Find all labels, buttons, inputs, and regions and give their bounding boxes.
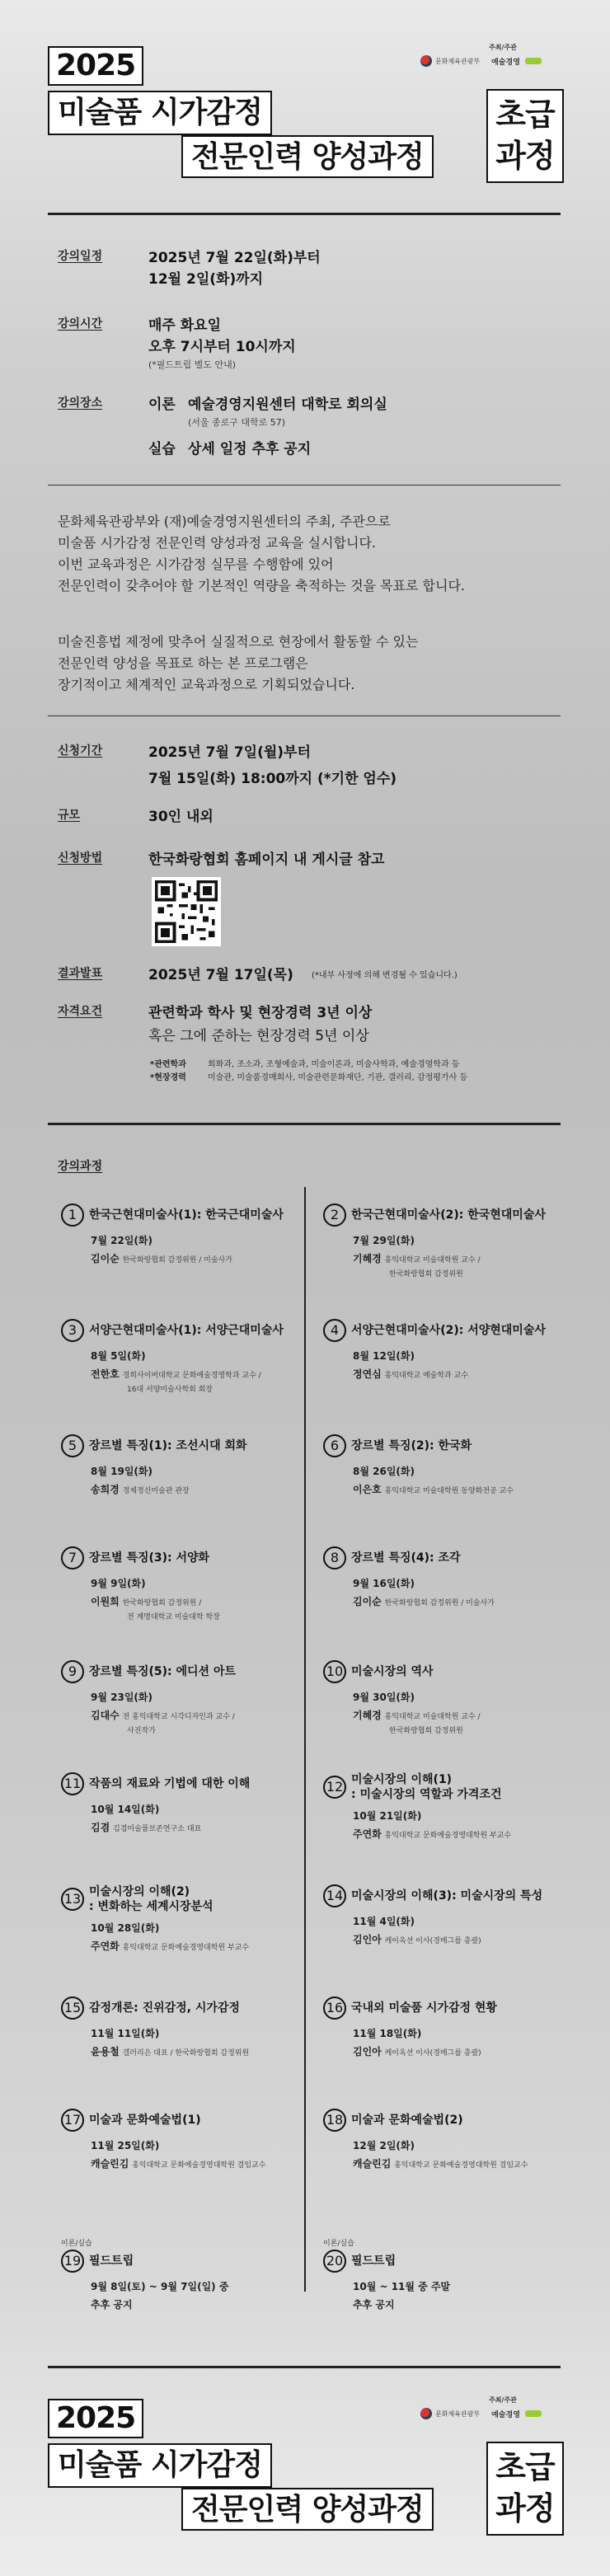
kams-logo-icon (525, 58, 542, 64)
divider (48, 213, 561, 215)
course-title: 국내외 미술품 시가감정 현황 (351, 2001, 497, 2015)
course-date: 11월 4일(화) (353, 1916, 415, 1927)
place-practice: 상세 일정 추후 공지 (188, 441, 312, 457)
level-line1: 초급 (495, 96, 555, 133)
course-head (323, 1546, 570, 1570)
instructor-name: 김인아 (353, 1934, 382, 1945)
instructor-affiliation: 홍익대학교 미술대학원 동양화전공 교수 (384, 1487, 514, 1495)
course-instructor (353, 2297, 570, 2311)
course-head (61, 1319, 308, 1342)
instructor-affiliation: 경희사이버대학교 문화예술경영학과 교수 / (122, 1372, 261, 1380)
course-item (323, 1884, 570, 1946)
period-2: 12월 2일(화)까지 (148, 271, 264, 288)
instructor-name: 전한호 (91, 1368, 120, 1380)
instructor-name: 김인아 (353, 2046, 382, 2058)
method-label: 신청방법 (58, 852, 103, 865)
course-item (61, 1319, 308, 1394)
course-number: 3 (61, 1319, 84, 1342)
course-head (323, 1884, 570, 1907)
course-title: 미술시장의 이해(3): 미술시장의 특성 (351, 1889, 543, 1903)
course-item (61, 2109, 308, 2170)
course-date: 10월 28일(화) (91, 1922, 160, 1934)
instructor-name: 주연화 (91, 1940, 120, 1952)
time-3: (*필드트립 별도 안내) (148, 359, 237, 370)
course-item (323, 1434, 570, 1496)
level-box (486, 2442, 564, 2536)
qual-2: 혹은 그에 준하는 현장경력 5년 이상 (148, 1028, 369, 1044)
course-number: 12 (323, 1776, 346, 1799)
course-number: 1 (61, 1204, 84, 1227)
course-item (61, 1884, 308, 1953)
course-number: 16 (323, 1997, 346, 2020)
course-head (323, 1997, 570, 2020)
course-title: 장르별 특징(2): 한국화 (351, 1439, 472, 1452)
instructor-affiliation-2: 16대 서양미술사학회 회장 (127, 1386, 214, 1394)
course-number: 19 (61, 2250, 84, 2273)
instructor-affiliation-2: 전 계명대학교 미술대학 학장 (127, 1613, 220, 1621)
sponsor-logos (420, 2408, 561, 2419)
sponsor-block (420, 43, 561, 67)
course-item (323, 1319, 570, 1381)
course-head (323, 1434, 570, 1457)
course-head (61, 1204, 308, 1227)
header-top (0, 0, 610, 173)
instructor-affiliation-2: 한국화랑협회 감정위원 (389, 1727, 463, 1735)
instructor-name: 이원희 (91, 1596, 120, 1607)
instructor-name: 송희경 (91, 1484, 120, 1495)
time-label: 강의시간 (58, 317, 103, 331)
course-number: 13 (61, 1888, 84, 1911)
course-instructor (91, 1594, 308, 1608)
divider (48, 1123, 561, 1125)
time-1: 매주 화요일 (148, 317, 222, 334)
course-instructor (353, 2156, 570, 2170)
course-item (61, 1546, 308, 1621)
course-number: 6 (323, 1434, 346, 1457)
place-theory: 예술경영지원센터 대학로 회의실 (188, 396, 387, 413)
course-item (323, 1546, 570, 1608)
instructor-name: 추후 공지 (353, 2299, 395, 2311)
course-title: 한국근현대미술사(1): 한국근대미술사 (89, 1208, 284, 1222)
sponsor-label: 주최/주관 (489, 44, 517, 51)
instructor-affiliation: 홍익대학교 문화예술경영대학원 부교수 (384, 1832, 512, 1840)
course-number: 14 (323, 1884, 346, 1907)
course-date: 11월 18일(화) (353, 2028, 422, 2039)
instructor-name: 김이순 (91, 1253, 120, 1265)
course-date: 9월 16일(화) (353, 1578, 415, 1589)
curriculum-title: 강의과정 (58, 1160, 103, 1173)
course-head (61, 2109, 308, 2132)
course-instructor (91, 1251, 308, 1265)
course-item (323, 2237, 570, 2311)
course-item (323, 1660, 570, 1735)
course-instructor (91, 1939, 308, 1953)
instructor-name: 김겸 (91, 1822, 110, 1833)
course-number: 11 (61, 1772, 84, 1795)
level-line1: 초급 (495, 2449, 555, 2485)
course-head (323, 2250, 570, 2273)
course-title: 필드트립 (351, 2255, 396, 2268)
result-label: 결과발표 (58, 967, 103, 980)
course-instructor (353, 1482, 570, 1496)
title-line1: 미술품 시가감정 (48, 2443, 272, 2488)
course-instructor (91, 1482, 308, 1496)
course-title: 서양근현대미술사(2): 서양현대미술사 (351, 1324, 546, 1337)
course-title: 미술시장의 이해(1) : 미술시장의 역할과 가격조건 (351, 1773, 502, 1801)
qual-1: 관련학과 학사 및 현장경력 3년 이상 (148, 1005, 373, 1021)
sponsor-org2: 예술경영 (491, 2410, 520, 2419)
instructor-name: 주연화 (353, 1828, 382, 1840)
course-instructor (353, 2044, 570, 2058)
instructor-affiliation: 홍익대학교 미술대학원 교수 / (384, 1713, 481, 1721)
course-item (61, 1772, 308, 1834)
course-item (323, 1772, 570, 1841)
instructor-affiliation: 경제정신미술관 관장 (122, 1487, 190, 1495)
course-head (323, 1319, 570, 1342)
scale: 30인 내외 (148, 809, 214, 825)
qr-code-graphic (155, 880, 218, 943)
instructor-name: 캐슬린김 (91, 2158, 129, 2170)
course-date: 10월 21일(화) (353, 1810, 422, 1822)
course-instructor (353, 1367, 570, 1381)
apply-period-label: 신청기간 (58, 744, 103, 758)
apply-period-1: 2025년 7월 7일(월)부터 (148, 744, 311, 761)
instructor-affiliation: 케이옥션 이사(경매그룹 총괄) (384, 1937, 481, 1945)
course-number: 8 (323, 1546, 346, 1570)
place-theory-tag: 이론 (148, 396, 176, 413)
course-number: 7 (61, 1546, 84, 1570)
ministry-logo-icon (420, 55, 432, 67)
course-title: 장르별 특징(3): 서양화 (89, 1551, 210, 1565)
place-practice-tag: 실습 (148, 441, 176, 457)
title-line2: 전문인력 양성과정 (181, 135, 434, 178)
course-instructor (91, 1820, 308, 1834)
course-instructor (353, 1827, 570, 1841)
result: 2025년 7월 17일(목) (148, 967, 293, 983)
course-title: 장르별 특징(5): 에디션 아트 (89, 1665, 236, 1678)
instructor-affiliation: 갤러리은 대표 / 한국화랑협회 감정위원 (122, 2049, 250, 2058)
course-tag: 이론/실습 (323, 2240, 354, 2248)
course-date: 12월 2일(화) (353, 2140, 415, 2151)
result-note: (*내부 사정에 의해 변경될 수 있습니다.) (312, 971, 458, 980)
sponsor-org2: 예술경영 (491, 58, 520, 67)
sponsor-label: 주최/주관 (489, 2396, 517, 2404)
course-title: 한국근현대미술사(2): 한국현대미술사 (351, 1208, 546, 1222)
course-item (61, 1660, 308, 1735)
course-date: 11월 11일(화) (91, 2028, 160, 2039)
place-label: 강의장소 (58, 396, 103, 410)
course-item (323, 2109, 570, 2170)
course-date: 7월 29일(화) (353, 1235, 415, 1246)
instructor-name: 윤용철 (91, 2046, 120, 2058)
instructor-affiliation: 김겸미술품보존연구소 대표 (113, 1825, 202, 1833)
course-head (323, 1660, 570, 1683)
ministry-logo-icon (420, 2408, 432, 2419)
course-head (323, 2109, 570, 2132)
course-head (61, 1772, 308, 1795)
instructor-affiliation: 홍익대학교 예술학과 교수 (384, 1372, 468, 1380)
apply-period-2: 7월 15일(화) 18:00까지 (*기한 엄수) (148, 771, 397, 787)
title-line1: 미술품 시가감정 (48, 91, 272, 135)
note-major-text: 회화과, 조소과, 조형예술과, 미술이론과, 미술사학과, 예술경영학과 등 (208, 1060, 460, 1069)
instructor-name: 이은호 (353, 1484, 382, 1495)
course-date: 7월 22일(화) (91, 1235, 152, 1246)
course-instructor (91, 1367, 308, 1381)
course-instructor (353, 1708, 570, 1722)
time-2: 오후 7시부터 10시까지 (148, 339, 296, 355)
instructor-affiliation: 한국화랑협회 감정위원 / 미술사가 (384, 1599, 495, 1607)
course-head (61, 1660, 308, 1683)
instructor-name: 기혜경 (353, 1253, 382, 1265)
course-title: 미술시장의 역사 (351, 1665, 434, 1678)
course-date: 8월 5일(화) (91, 1350, 146, 1362)
method: 한국화랑협회 홈페이지 내 게시글 참고 (148, 852, 385, 868)
course-number: 2 (323, 1204, 346, 1227)
sponsor-logos (420, 55, 561, 67)
course-title: 미술과 문화예술법(1) (89, 2114, 201, 2127)
course-title: 작품의 재료와 기법에 대한 이해 (89, 1777, 251, 1790)
place-addr: (서울 종로구 대학로 57) (188, 417, 286, 428)
instructor-name: 캐슬린김 (353, 2158, 392, 2170)
course-head (323, 1204, 570, 1227)
course-number: 9 (61, 1660, 84, 1683)
instructor-affiliation: 홍익대학교 문화예술경영대학원 겸임교수 (132, 2161, 266, 2170)
course-head (323, 1772, 570, 1802)
note-career-tag: *현장경력 (150, 1073, 186, 1082)
course-title: 서양근현대미술사(1): 서양근대미술사 (89, 1324, 284, 1337)
note-career (150, 1070, 467, 1082)
course-date: 9월 30일(화) (353, 1692, 415, 1703)
course-date: 8월 26일(화) (353, 1466, 415, 1477)
instructor-name: 추후 공지 (91, 2299, 133, 2311)
sponsor-block (420, 2395, 561, 2419)
title-line2: 전문인력 양성과정 (181, 2488, 434, 2531)
course-title: 미술시장의 이해(2) : 변화하는 세계시장분석 (89, 1885, 214, 1913)
sponsor-org1: 문화체육관광부 (435, 57, 481, 65)
course-instructor (353, 1251, 570, 1265)
instructor-name: 기혜경 (353, 1710, 382, 1721)
level-box (486, 89, 564, 183)
scale-label: 규모 (58, 809, 81, 822)
course-instructor (353, 1594, 570, 1608)
instructor-affiliation: 케이옥션 이사(경매그룹 총괄) (384, 2049, 481, 2058)
instructor-affiliation: 홍익대학교 문화예술경영대학원 겸임교수 (394, 2161, 528, 2170)
instructor-affiliation: 한국화랑협회 감정위원 / (122, 1599, 202, 1607)
course-title: 미술과 문화예술법(2) (351, 2114, 463, 2127)
divider-thin (48, 485, 561, 486)
course-date: 8월 19일(화) (91, 1466, 152, 1477)
header-bottom (0, 2366, 610, 2539)
note-career-text: 미술관, 미술품경매회사, 미술관련문화재단, 기관, 갤러리, 감정평가사 등 (208, 1073, 468, 1082)
instructor-name: 김이순 (353, 1596, 382, 1607)
course-instructor (353, 1932, 570, 1946)
note-major (150, 1057, 459, 1069)
kams-logo-icon (525, 2410, 542, 2417)
course-item (61, 1997, 308, 2058)
year-box: 2025 (48, 2399, 143, 2438)
course-tag: 이론/실습 (61, 2240, 92, 2248)
course-head (61, 1434, 308, 1457)
course-title: 감정개론: 진위감정, 시가감정 (89, 2001, 240, 2015)
instructor-name: 정연심 (353, 1368, 382, 1380)
course-number: 15 (61, 1997, 84, 2020)
period-label: 강의일정 (58, 250, 103, 263)
intro-paragraph-2: 미술진흥법 제정에 맞추어 실질적으로 현장에서 활동할 수 있는 전문인력 양성을 목표로 하는 본 프로그램은 장기적이고 체계적인 교육과정으로 기획되었습니다. (58, 634, 419, 692)
course-head (61, 2250, 308, 2273)
course-item (323, 1997, 570, 2058)
instructor-affiliation: 홍익대학교 문화예술경영대학원 부교수 (122, 1944, 250, 1952)
course-item (323, 1204, 570, 1279)
course-instructor (91, 2297, 308, 2311)
course-date: 9월 8일(토) ~ 9월 7일(일) 중 (91, 2281, 229, 2292)
instructor-affiliation: 홍익대학교 미술대학원 교수 / (384, 1256, 481, 1265)
course-number: 17 (61, 2109, 84, 2132)
course-date: 10월 ~ 11월 중 주말 (353, 2281, 451, 2292)
instructor-affiliation-2: 한국화랑협회 감정위원 (389, 1270, 463, 1279)
instructor-affiliation: 전 홍익대학교 시각디자인과 교수 / (122, 1713, 235, 1721)
instructor-affiliation-2: 사진작가 (127, 1727, 156, 1735)
course-instructor (91, 2044, 308, 2058)
year-box: 2025 (48, 46, 143, 86)
level-line2: 과정 (495, 2490, 555, 2527)
qr-code-icon[interactable] (152, 877, 221, 946)
course-date: 9월 9일(화) (91, 1578, 146, 1589)
course-item (61, 1434, 308, 1496)
course-date: 8월 12일(화) (353, 1350, 415, 1362)
course-head (61, 1997, 308, 2020)
course-number: 5 (61, 1434, 84, 1457)
course-item (61, 2237, 308, 2311)
course-number: 4 (323, 1319, 346, 1342)
intro-paragraph-1: 문화체육관광부와 (재)예술경영지원센터의 주최, 주관으로 미술품 시가감정 전문인력 양성과정 교육을 실시합니다. 이번 교육과정은 시가감정 실무를 수행함에 있어 전문인력이 갖추어야 할 기본적인 역량을 축적하는 것을 목표로 합니다. (58, 514, 465, 594)
course-head (61, 1546, 308, 1570)
course-date: 10월 14일(화) (91, 1804, 160, 1815)
course-date: 11월 25일(화) (91, 2140, 160, 2151)
note-major-tag: *관련학과 (150, 1060, 186, 1069)
level-line2: 과정 (495, 138, 555, 174)
instructor-name: 김대수 (91, 1710, 120, 1721)
course-number: 18 (323, 2109, 346, 2132)
course-number: 20 (323, 2250, 346, 2273)
course-number: 10 (323, 1660, 346, 1683)
sponsor-org1: 문화체육관광부 (435, 2409, 481, 2418)
course-date: 9월 23일(화) (91, 1692, 152, 1703)
course-title: 장르별 특징(1): 조선시대 회화 (89, 1439, 247, 1452)
course-item (61, 1204, 308, 1265)
course-head (61, 1884, 308, 1914)
course-instructor (91, 2156, 308, 2170)
qual-label: 자격요건 (58, 1005, 103, 1018)
course-title: 필드트립 (89, 2255, 134, 2268)
course-title: 장르별 특징(4): 조각 (351, 1551, 461, 1565)
instructor-affiliation: 한국화랑협회 감정위원 / 미술사가 (122, 1256, 232, 1265)
period-1: 2025년 7월 22일(화)부터 (148, 250, 321, 266)
course-instructor (91, 1708, 308, 1722)
